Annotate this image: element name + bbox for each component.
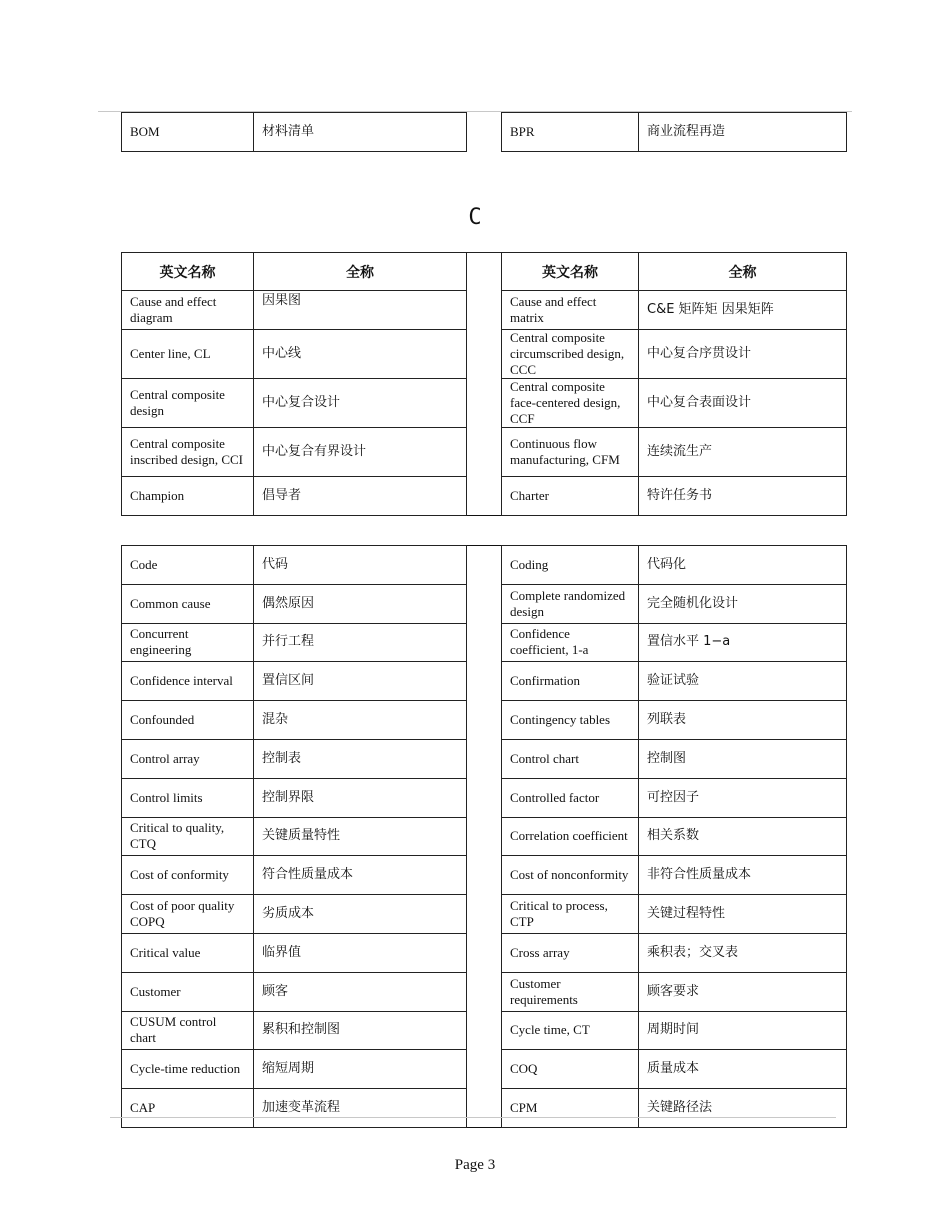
term-chinese: 控制表 <box>254 739 467 778</box>
term-english: Concurrent engineering <box>122 623 254 662</box>
term-chinese: 可控因子 <box>639 778 847 817</box>
term-english: Critical to quality, CTQ <box>122 817 254 856</box>
table-header-row <box>122 253 847 291</box>
term-english: Central composite inscribed design, CCI <box>122 428 254 477</box>
column-gap <box>467 972 502 1011</box>
term-english: Correlation coefficient <box>502 817 639 856</box>
term-english: CAP <box>122 1089 254 1128</box>
term-chinese: 缩短周期 <box>254 1050 467 1089</box>
table-row <box>122 856 847 895</box>
column-gap <box>467 895 502 934</box>
term-english: Critical to process, CTP <box>502 895 639 934</box>
term-chinese: 代码 <box>254 546 467 585</box>
term-chinese: 周期时间 <box>639 1011 847 1050</box>
term-english: Charter <box>502 477 639 516</box>
table-row <box>122 662 847 701</box>
term-chinese: 中心线 <box>254 330 467 379</box>
column-gap <box>467 477 502 516</box>
term-english: Confidence coefficient, 1-a <box>502 623 639 662</box>
term-chinese: 顾客要求 <box>639 972 847 1011</box>
column-gap <box>467 623 502 662</box>
term-chinese: 乘积表；交叉表 <box>639 933 847 972</box>
term-chinese: 连续流生产 <box>639 428 847 477</box>
term-chinese: 关键过程特性 <box>639 895 847 934</box>
term-english: BPR <box>502 113 639 152</box>
term-chinese: 代码化 <box>639 546 847 585</box>
term-chinese: 临界值 <box>254 933 467 972</box>
term-english: Cause and effect diagram <box>122 291 254 330</box>
table-row <box>122 778 847 817</box>
column-gap <box>467 330 502 379</box>
term-chinese: 中心复合序贯设计 <box>639 330 847 379</box>
header-full-name: 全称 <box>254 253 467 291</box>
term-chinese: 验证试验 <box>639 662 847 701</box>
table-row <box>122 933 847 972</box>
term-chinese: 控制图 <box>639 739 847 778</box>
table-row <box>122 1089 847 1128</box>
term-english: Critical value <box>122 933 254 972</box>
term-english: Control array <box>122 739 254 778</box>
term-chinese: 控制界限 <box>254 778 467 817</box>
table-row <box>122 428 847 477</box>
term-english: BOM <box>122 113 254 152</box>
term-english: Confounded <box>122 701 254 740</box>
term-chinese: 累积和控制图 <box>254 1011 467 1050</box>
table-row <box>122 817 847 856</box>
table-row <box>122 477 847 516</box>
term-chinese: 因果图 <box>254 291 467 330</box>
term-english: Customer requirements <box>502 972 639 1011</box>
column-gap <box>467 701 502 740</box>
term-english: Cycle-time reduction <box>122 1050 254 1089</box>
column-gap <box>467 379 502 428</box>
column-gap <box>467 1050 502 1089</box>
term-english: Center line, CL <box>122 330 254 379</box>
term-chinese: 特许任务书 <box>639 477 847 516</box>
term-english: Central composite circumscribed design, CCC <box>502 330 639 379</box>
term-english: Cost of poor quality COPQ <box>122 895 254 934</box>
column-gap <box>467 856 502 895</box>
term-chinese: 关键路径法 <box>639 1089 847 1128</box>
column-gap <box>467 739 502 778</box>
term-english: Coding <box>502 546 639 585</box>
column-gap <box>467 662 502 701</box>
term-chinese: 材料清单 <box>254 113 467 152</box>
table-row <box>122 1050 847 1089</box>
term-chinese: 完全随机化设计 <box>639 584 847 623</box>
term-english: Cross array <box>502 933 639 972</box>
column-gap <box>467 546 502 585</box>
term-english: CUSUM control chart <box>122 1011 254 1050</box>
term-chinese: 中心复合表面设计 <box>639 379 847 428</box>
term-english: Controlled factor <box>502 778 639 817</box>
term-chinese: 并行工程 <box>254 623 467 662</box>
table-row <box>122 1011 847 1050</box>
term-english: Contingency tables <box>502 701 639 740</box>
term-chinese: C&E 矩阵矩 因果矩阵 <box>639 291 847 330</box>
table-row <box>122 895 847 934</box>
page-number: Page 3 <box>454 1157 496 1173</box>
term-english: Code <box>122 546 254 585</box>
term-chinese: 商业流程再造 <box>639 113 847 152</box>
term-english: Confirmation <box>502 662 639 701</box>
column-gap <box>467 1011 502 1050</box>
top-term-table <box>121 112 847 152</box>
term-english: Cause and effect matrix <box>502 291 639 330</box>
term-english: Central composite design <box>122 379 254 428</box>
column-gap <box>467 778 502 817</box>
term-chinese: 列联表 <box>639 701 847 740</box>
term-chinese: 中心复合有界设计 <box>254 428 467 477</box>
term-english: Champion <box>122 477 254 516</box>
term-chinese: 置信水平 1−a <box>639 623 847 662</box>
term-english: CPM <box>502 1089 639 1128</box>
term-chinese: 混杂 <box>254 701 467 740</box>
term-english: Control chart <box>502 739 639 778</box>
term-chinese: 倡导者 <box>254 477 467 516</box>
term-chinese: 置信区间 <box>254 662 467 701</box>
term-chinese: 关键质量特性 <box>254 817 467 856</box>
header-full-name: 全称 <box>639 253 847 291</box>
header-english-name: 英文名称 <box>122 253 254 291</box>
term-chinese: 质量成本 <box>639 1050 847 1089</box>
term-english: Cycle time, CT <box>502 1011 639 1050</box>
term-chinese: 劣质成本 <box>254 895 467 934</box>
term-english: Cost of nonconformity <box>502 856 639 895</box>
table-row <box>122 584 847 623</box>
footer-rule <box>110 1117 836 1118</box>
table-row <box>122 379 847 428</box>
term-chinese: 非符合性质量成本 <box>639 856 847 895</box>
term-english: Complete randomized design <box>502 584 639 623</box>
column-gap <box>467 933 502 972</box>
term-english: COQ <box>502 1050 639 1089</box>
table-row <box>122 330 847 379</box>
term-english: Common cause <box>122 584 254 623</box>
term-chinese: 偶然原因 <box>254 584 467 623</box>
table-row <box>122 291 847 330</box>
column-gap <box>467 253 502 291</box>
table-row <box>122 623 847 662</box>
section-letter: C <box>468 205 482 230</box>
term-chinese: 符合性质量成本 <box>254 856 467 895</box>
column-gap <box>467 113 502 152</box>
term-chinese: 中心复合设计 <box>254 379 467 428</box>
table-row <box>122 701 847 740</box>
term-english: Central composite face-centered design, CCF <box>502 379 639 428</box>
column-gap <box>467 291 502 330</box>
column-gap <box>467 1089 502 1128</box>
term-chinese: 相关系数 <box>639 817 847 856</box>
term-english: Confidence interval <box>122 662 254 701</box>
c-term-table-2 <box>121 545 847 1128</box>
table-row <box>122 113 847 152</box>
column-gap <box>467 817 502 856</box>
term-english: Control limits <box>122 778 254 817</box>
c-term-table-1 <box>121 252 847 516</box>
term-chinese: 加速变革流程 <box>254 1089 467 1128</box>
term-english: Continuous flow manufacturing, CFM <box>502 428 639 477</box>
column-gap <box>467 584 502 623</box>
table-row <box>122 972 847 1011</box>
column-gap <box>467 428 502 477</box>
table-row <box>122 546 847 585</box>
header-english-name: 英文名称 <box>502 253 639 291</box>
term-chinese: 顾客 <box>254 972 467 1011</box>
table-row <box>122 739 847 778</box>
term-english: Cost of conformity <box>122 856 254 895</box>
term-english: Customer <box>122 972 254 1011</box>
